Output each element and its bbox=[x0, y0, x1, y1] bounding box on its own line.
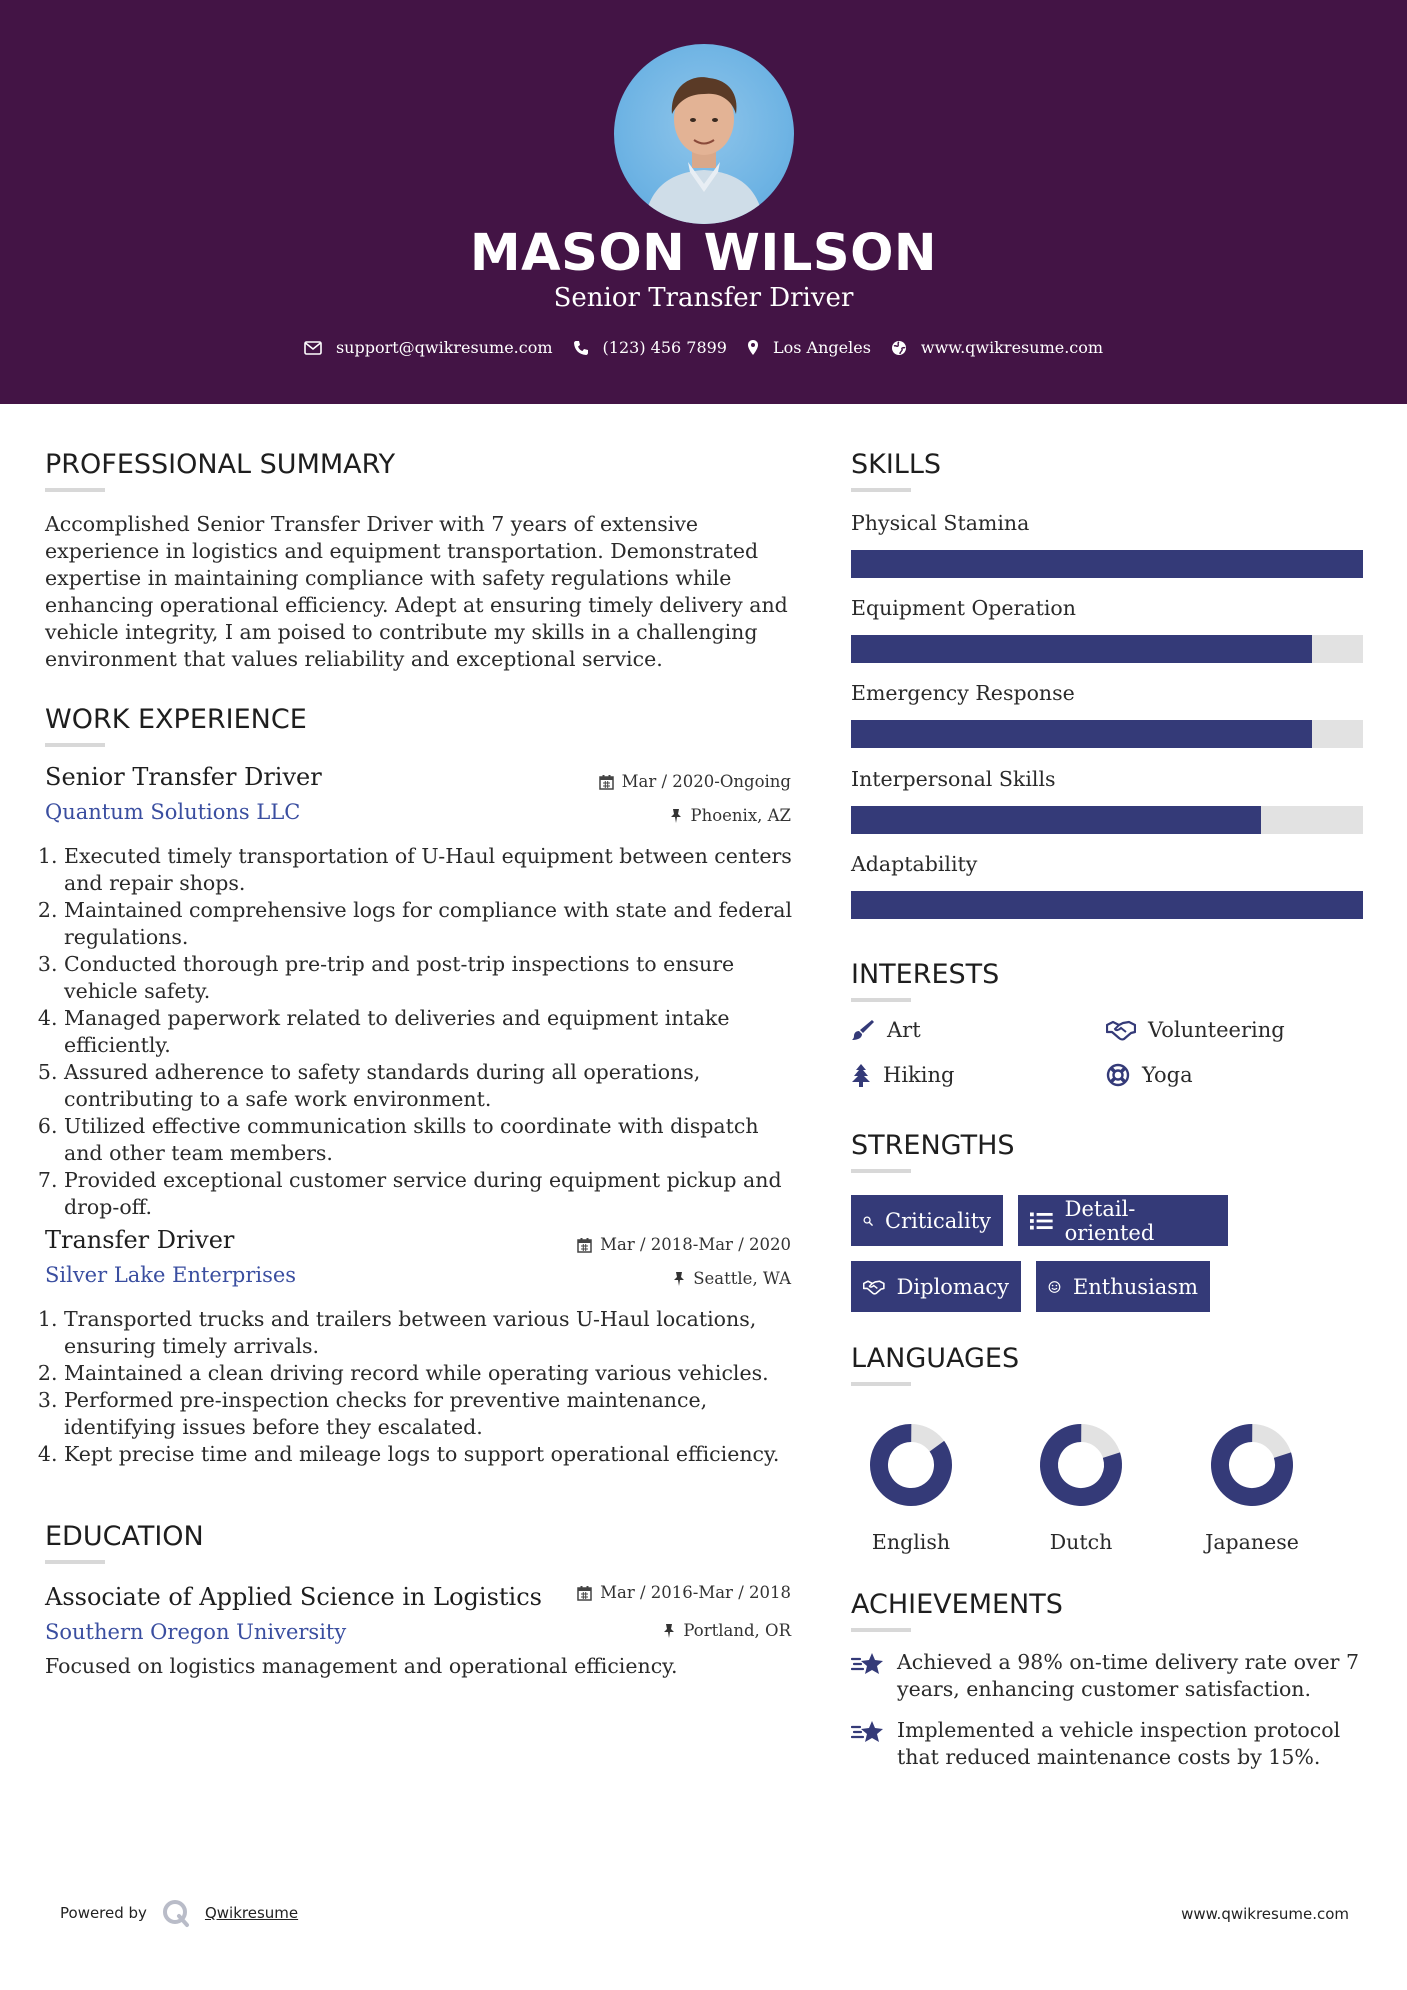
calendar-icon bbox=[577, 1585, 592, 1601]
contact-email[interactable] bbox=[304, 338, 553, 357]
contact-email-text: support@qwikresume.com bbox=[335, 338, 553, 357]
job-dates bbox=[599, 772, 791, 791]
pushpin-icon bbox=[663, 1623, 675, 1639]
skill-bar bbox=[851, 891, 1363, 919]
languages-heading: LANGUAGES bbox=[851, 1343, 1020, 1374]
education-underline bbox=[45, 1560, 105, 1564]
job-location-text: Seattle, WA bbox=[693, 1269, 791, 1288]
language-donut bbox=[1036, 1420, 1126, 1510]
company-name: Silver Lake Enterprises bbox=[45, 1263, 297, 1287]
language-name: English bbox=[871, 1530, 951, 1554]
powered-by-text: Powered by bbox=[60, 1904, 147, 1922]
duty-item: 5. Assured adherence to safety standards during all operations, contributing to a safe work environment. bbox=[64, 1059, 800, 1113]
skill-bar-fill bbox=[851, 891, 1363, 919]
school-name: Southern Oregon University bbox=[45, 1620, 347, 1644]
duty-item: 3. Performed pre-inspection checks for preventive maintenance, identifying issues before they escalated. bbox=[64, 1387, 800, 1441]
interest-label: Hiking bbox=[883, 1063, 955, 1087]
strength-label: Diplomacy bbox=[896, 1274, 1009, 1299]
skill-label: Equipment Operation bbox=[851, 596, 1076, 620]
strengths-heading: STRENGTHS bbox=[851, 1130, 1015, 1161]
lifering-icon bbox=[1106, 1063, 1130, 1087]
contact-location bbox=[747, 338, 871, 357]
duty-item: 4. Managed paperwork related to deliveries and equipment intake efficiently. bbox=[64, 1005, 800, 1059]
strength-badge bbox=[851, 1195, 1003, 1246]
handshake-icon bbox=[1106, 1019, 1136, 1041]
education-location-text: Portland, OR bbox=[683, 1621, 791, 1640]
strength-label: Enthusiasm bbox=[1072, 1274, 1198, 1299]
strength-label: Detail-oriented bbox=[1064, 1196, 1155, 1245]
footer-website[interactable]: www.qwikresume.com bbox=[1181, 1905, 1349, 1923]
skill-label: Emergency Response bbox=[851, 681, 1075, 705]
duty-item: 6. Utilized effective communication skills to coordinate with dispatch and other team members. bbox=[64, 1113, 800, 1167]
tree-icon bbox=[851, 1063, 871, 1087]
education-location bbox=[663, 1621, 791, 1640]
duty-item: 2. Maintained a clean driving record while operating various vehicles. bbox=[64, 1360, 800, 1387]
interest-label: Volunteering bbox=[1148, 1018, 1285, 1042]
interest-item bbox=[1106, 1063, 1193, 1087]
experience-heading: WORK EXPERIENCE bbox=[45, 704, 307, 735]
language-name: Japanese bbox=[1205, 1530, 1299, 1554]
language-name: Dutch bbox=[1049, 1530, 1113, 1554]
duty-item: 1. Executed timely transportation of U-Haul equipment between centers and repair shops. bbox=[64, 843, 800, 897]
job-location-text: Phoenix, AZ bbox=[690, 806, 791, 825]
skill-label: Adaptability bbox=[851, 852, 978, 876]
education-heading: EDUCATION bbox=[45, 1521, 204, 1552]
job-dates bbox=[577, 1235, 791, 1254]
handshake-icon bbox=[863, 1276, 885, 1298]
language-donut-arc bbox=[866, 1420, 955, 1509]
achievement-text: Achieved a 98% on-time delivery rate over 7 years, enhancing customer satisfaction. bbox=[897, 1650, 1360, 1701]
interest-item bbox=[851, 1018, 921, 1042]
strength-badge bbox=[1018, 1195, 1228, 1246]
skill-bar-fill bbox=[851, 550, 1363, 578]
achievement-item bbox=[851, 1717, 1371, 1771]
pushpin-icon bbox=[673, 1271, 685, 1287]
education-dates-text: Mar / 2016-Mar / 2018 bbox=[600, 1583, 791, 1602]
skills-underline bbox=[851, 488, 911, 492]
contact-phone[interactable] bbox=[573, 338, 727, 357]
globe-icon bbox=[891, 340, 907, 356]
skill-bar bbox=[851, 720, 1363, 748]
job-dates-text: Mar / 2020-Ongoing bbox=[621, 772, 791, 791]
job-dates-text: Mar / 2018-Mar / 2020 bbox=[600, 1235, 791, 1254]
skill-label: Physical Stamina bbox=[851, 511, 1030, 535]
summary-underline bbox=[45, 488, 105, 492]
duty-item: 3. Conducted thorough pre-trip and post-trip inspections to ensure vehicle safety. bbox=[64, 951, 800, 1005]
interest-item bbox=[1106, 1018, 1285, 1042]
search-icon bbox=[863, 1210, 873, 1232]
strength-badge bbox=[1036, 1261, 1210, 1312]
duty-item: 7. Provided exceptional customer service during equipment pickup and drop-off. bbox=[64, 1167, 800, 1221]
summary-text: Accomplished Senior Transfer Driver with 7 years of extensive experience in logistics and equipment transportation. Demonstrated expertise in maintaining compliance with safety regulations while enhancing operational efficiency. Adept at ensuring timely delivery and vehicle integrity, I am poised to contribute my skills in a challenging environment that values reliability and exceptional service. bbox=[45, 512, 788, 671]
job-duties-list bbox=[40, 843, 800, 1221]
pushpin-icon bbox=[670, 808, 682, 824]
skill-bar-fill bbox=[851, 635, 1312, 663]
job-location bbox=[670, 806, 791, 825]
language-item bbox=[856, 1420, 966, 1554]
achievement-item bbox=[851, 1649, 1371, 1703]
candidate-name: MASON WILSON bbox=[469, 224, 938, 283]
contact-location-text: Los Angeles bbox=[772, 338, 871, 357]
contact-website[interactable] bbox=[891, 338, 1103, 357]
map-marker-icon bbox=[747, 339, 759, 356]
achievements-underline bbox=[851, 1628, 911, 1632]
contact-phone-text: (123) 456 7899 bbox=[602, 338, 727, 357]
paintbrush-icon bbox=[851, 1018, 875, 1042]
calendar-icon bbox=[577, 1237, 592, 1253]
skill-bar bbox=[851, 635, 1363, 663]
job-location bbox=[673, 1269, 791, 1288]
smile-icon bbox=[1048, 1276, 1061, 1298]
degree-title: Associate of Applied Science in Logistics bbox=[45, 1583, 542, 1611]
interest-label: Art bbox=[887, 1018, 921, 1042]
duty-item: 2. Maintained comprehensive logs for compliance with state and federal regulations. bbox=[64, 897, 800, 951]
shooting-star-icon bbox=[851, 1651, 885, 1677]
brand-link[interactable]: Qwikresume bbox=[204, 1904, 299, 1922]
list-icon bbox=[1030, 1211, 1053, 1231]
shooting-star-icon bbox=[851, 1719, 885, 1745]
envelope-icon bbox=[304, 341, 322, 355]
job-title: Senior Transfer Driver bbox=[45, 763, 322, 791]
duty-item: 1. Transported trucks and trailers between various U-Haul locations, ensuring timely arrivals. bbox=[64, 1306, 800, 1360]
job-duties-list bbox=[40, 1306, 800, 1468]
summary-heading: PROFESSIONAL SUMMARY bbox=[45, 449, 396, 480]
language-donut bbox=[1207, 1420, 1297, 1510]
skill-bar bbox=[851, 806, 1363, 834]
person-photo-icon bbox=[614, 44, 794, 224]
job-title: Transfer Driver bbox=[45, 1226, 235, 1254]
interests-underline bbox=[851, 998, 911, 1002]
achievements-heading: ACHIEVEMENTS bbox=[851, 1589, 1063, 1620]
education-dates bbox=[577, 1583, 791, 1602]
qwikresume-logo-icon bbox=[161, 1898, 191, 1928]
header-banner bbox=[0, 0, 1407, 404]
skill-bar bbox=[851, 550, 1363, 578]
interest-label: Yoga bbox=[1142, 1063, 1193, 1087]
language-item bbox=[1197, 1420, 1307, 1554]
profile-photo bbox=[614, 44, 794, 224]
calendar-icon bbox=[599, 774, 614, 790]
interests-heading: INTERESTS bbox=[851, 959, 1000, 990]
language-item bbox=[1026, 1420, 1136, 1554]
skill-label: Interpersonal Skills bbox=[851, 767, 1056, 791]
phone-icon bbox=[573, 340, 589, 356]
experience-underline bbox=[45, 743, 105, 747]
language-donut bbox=[866, 1420, 956, 1510]
candidate-title: Senior Transfer Driver bbox=[553, 283, 854, 313]
skills-heading: SKILLS bbox=[851, 449, 942, 480]
skill-bar-fill bbox=[851, 806, 1261, 834]
strength-label: Criticality bbox=[885, 1208, 991, 1233]
achievement-text: Implemented a vehicle inspection protocol that reduced maintenance costs by 15%. bbox=[897, 1718, 1341, 1769]
strength-badge bbox=[851, 1261, 1021, 1312]
company-name: Quantum Solutions LLC bbox=[45, 800, 301, 824]
footer-powered-by bbox=[60, 1898, 298, 1928]
skill-bar-fill bbox=[851, 720, 1312, 748]
contact-bar bbox=[0, 338, 1407, 357]
duty-item: 4. Kept precise time and mileage logs to support operational efficiency. bbox=[64, 1441, 800, 1468]
languages-underline bbox=[851, 1382, 911, 1386]
strengths-underline bbox=[851, 1169, 911, 1173]
interest-item bbox=[851, 1063, 954, 1087]
education-description: Focused on logistics management and operational efficiency. bbox=[45, 1654, 678, 1678]
contact-website-text: www.qwikresume.com bbox=[920, 338, 1104, 357]
